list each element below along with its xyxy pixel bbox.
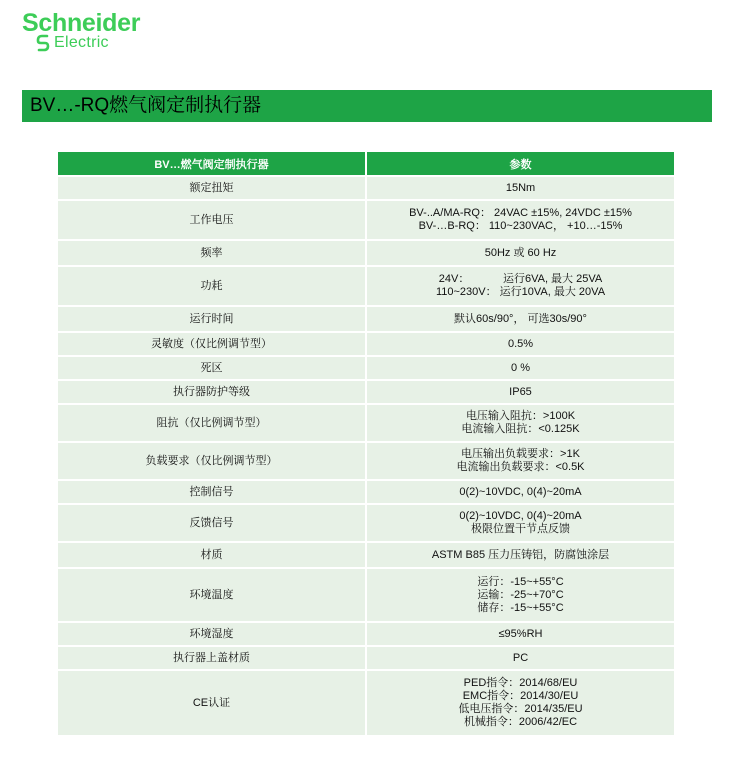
spec-value — [366, 568, 674, 622]
spec-value-line: PED指令：2014/68/EU — [463, 677, 578, 689]
table-row — [58, 332, 674, 356]
spec-value-line: 0(2)~10VDC, 0(4)~20mA — [459, 510, 582, 522]
spec-label: 死区 — [58, 356, 366, 380]
spec-label: 运行时间 — [58, 306, 366, 332]
spec-value-line: IP65 — [509, 385, 532, 398]
spec-value-line: 运输：-25~+70°C — [477, 588, 564, 601]
table-row — [58, 306, 674, 332]
spec-value-line: EMC指令：2014/30/EU — [462, 690, 579, 702]
table-row — [58, 646, 674, 670]
table-row — [58, 356, 674, 380]
spec-label: 功耗 — [58, 266, 366, 306]
section-title-bar — [22, 90, 712, 122]
table-row — [58, 542, 674, 568]
spec-table — [58, 152, 674, 737]
spec-value-line: 电压输出负载要求：>1K — [461, 448, 580, 460]
spec-label: CE认证 — [58, 670, 366, 736]
spec-value-line: 24V： 运行6VA, 最大 25VA — [438, 273, 603, 285]
table-row — [58, 176, 674, 200]
spec-value-line: BV-…B-RQ： 110~230VAC， +10…-15% — [418, 220, 623, 232]
spec-value-line: 电压输入阻抗：>100K — [465, 410, 576, 422]
spec-value-line: 机械指令：2006/42/EC — [463, 716, 578, 728]
spec-value-line: 运行：-15~+55°C — [477, 575, 564, 588]
column-header-product: BV…燃气阀定制执行器 — [58, 152, 366, 176]
table-row — [58, 670, 674, 736]
table-row — [58, 240, 674, 266]
spec-value — [366, 240, 674, 266]
spec-value — [366, 332, 674, 356]
spec-label: 环境湿度 — [58, 622, 366, 646]
spec-value-line: ASTM B85 压力压铸铝，防腐蚀涂层 — [431, 548, 610, 561]
table-row — [58, 266, 674, 306]
spec-value — [366, 480, 674, 504]
table-row — [58, 200, 674, 240]
table-row — [58, 380, 674, 404]
table-row — [58, 504, 674, 542]
schneider-electric-logo — [22, 10, 140, 52]
spec-value-line: 电流输入阻抗：<0.125K — [461, 423, 580, 435]
table-row — [58, 480, 674, 504]
spec-value-line: 极限位置干节点反馈 — [471, 523, 570, 535]
logo-wordmark-top: Schneider — [22, 9, 141, 37]
spec-value-line: 电流输出负载要求：<0.5K — [456, 461, 585, 473]
spec-label: 频率 — [58, 240, 366, 266]
spec-value — [366, 542, 674, 568]
spec-value-line: 0 % — [511, 361, 530, 374]
spec-value-line: 15Nm — [505, 181, 536, 194]
spec-value — [366, 200, 674, 240]
spec-label: 材质 — [58, 542, 366, 568]
spec-value-line: ≤95%RH — [498, 627, 543, 640]
spec-label: 反馈信号 — [58, 504, 366, 542]
spec-value-line: 储存：-15~+55°C — [477, 601, 564, 614]
page-title: BV…-RQ燃气阀定制执行器 — [30, 95, 262, 116]
spec-value-line: 110~230V： 运行10VA, 最大 20VA — [435, 286, 606, 298]
spec-label: 灵敏度（仅比例调节型） — [58, 332, 366, 356]
spec-value — [366, 622, 674, 646]
table-row — [58, 568, 674, 622]
spec-label: 阻抗（仅比例调节型） — [58, 404, 366, 442]
spec-value-line: PC — [512, 651, 529, 664]
spec-value — [366, 266, 674, 306]
table-header-row — [58, 152, 674, 176]
table-row — [58, 404, 674, 442]
spec-value — [366, 404, 674, 442]
spec-value-line: 默认60s/90°， 可选30s/90° — [454, 312, 587, 325]
table-row — [58, 442, 674, 480]
life-is-on-icon — [34, 34, 52, 52]
spec-label: 环境温度 — [58, 568, 366, 622]
spec-value-line: 0(2)~10VDC, 0(4)~20mA — [459, 485, 582, 498]
spec-value-line: 50Hz 或 60 Hz — [484, 246, 557, 259]
table-row — [58, 622, 674, 646]
spec-value — [366, 356, 674, 380]
spec-value-line: 0.5% — [507, 337, 534, 350]
spec-value — [366, 306, 674, 332]
spec-value — [366, 176, 674, 200]
spec-value-line: 低电压指令：2014/35/EU — [458, 703, 583, 715]
spec-value — [366, 646, 674, 670]
logo-wordmark-bottom: Electric — [54, 34, 109, 51]
spec-value — [366, 380, 674, 404]
spec-value — [366, 442, 674, 480]
spec-label: 控制信号 — [58, 480, 366, 504]
spec-label: 执行器防护等级 — [58, 380, 366, 404]
spec-value-line: BV-..A/MA-RQ： 24VAC ±15%, 24VDC ±15% — [409, 207, 632, 219]
spec-value — [366, 504, 674, 542]
spec-label: 执行器上盖材质 — [58, 646, 366, 670]
column-header-parameters: 参数 — [366, 152, 674, 176]
spec-label: 额定扭矩 — [58, 176, 366, 200]
spec-value — [366, 670, 674, 736]
spec-label: 负载要求（仅比例调节型） — [58, 442, 366, 480]
spec-label: 工作电压 — [58, 200, 366, 240]
